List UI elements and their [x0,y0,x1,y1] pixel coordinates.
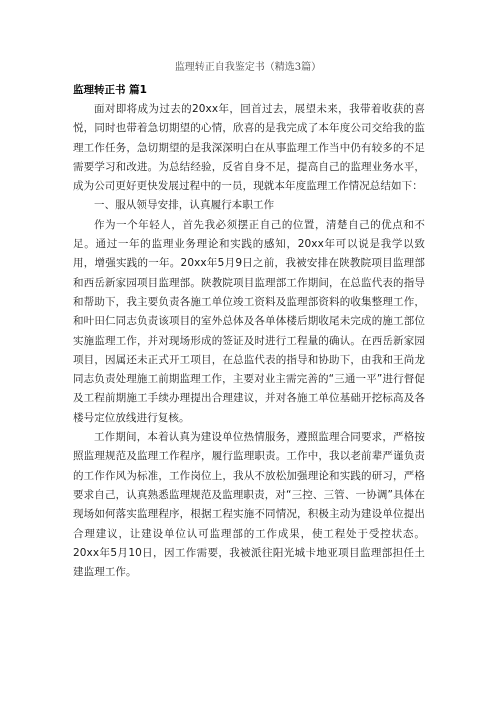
section-title: 监理转正书 篇1 [73,84,147,96]
paragraph-heading-1: 一、服从领导安排，认真履行本职工作 [94,199,275,212]
paragraph-body-2: 工作期间，本着认真为建设单位热情服务，遵照监理合同要求，严格按照监理规范及监理工作程序，履行监理职责。工作中，我以老前辈严谨负责的工作作风为标准，工作岗位上，我从不放松加强理论和实践的研习，严格要求自己，认真熟悉监理规范及监理职责，对“三控、三管、一协调”具体在现场如何落实监理程序，根据工程实施不同情况，积极主动为建设单位提出合理建议，让建设单位认可监理部的工作成果，使工程处于受控状态。20xx年5月10日，因工作需要，我被派往阳光城卡地亚项目监理部担任土建监理工作。 [73,431,425,579]
paragraph-intro: 面对即将成为过去的20xx年，回首过去，展望未来，我带着收获的喜悦，同时也带着急切期望的心情，欣喜的是我完成了本年度公司交给我的监理工作任务，急切期望的是我深深明白在从事监理工作当中仍有较多的不足需要学习和改进。为总结经验，反省自身不足，提高自己的监理业务水平，成为公司更好更快发展过程中的一员，现就本年度监理工作情况总结如下： [73,103,425,193]
paragraph-body-1: 作为一个年轻人，首先我必须摆正自己的位置，清楚自己的优点和不足。通过一年的监理业务理论和实践的感知，20xx年可以说是我学以致用，增强实践的一年。20xx年5月9日之前，我被安排在陕教院项目监理部和西岳新家园项目监理部。陕教院项目监理部工作期间，在总监代表的指导和帮助下，我主要负责各施工单位竣工资料及监理部资料的收集整理工作，和叶田仁同志负责该项目的室外总体及各单体楼后期收尾未完成的施工部位实施监理工作，并对现场形成的签证及时进行工程量的确认。在西岳新家园项目，因属还未正式开工项目，在总监代表的指导和协助下，由我和王尚龙同志负责处理施工前期监理工作，主要对业主需完善的“三通一平”进行督促及工程前期施工手续办理提出合理建议，并对各施工单位基础开挖标高及各楼号定位放线进行复核。 [73,218,425,424]
page-header: 监理转正自我鉴定书（精选3篇） [174,62,322,73]
document-body [73,82,425,582]
